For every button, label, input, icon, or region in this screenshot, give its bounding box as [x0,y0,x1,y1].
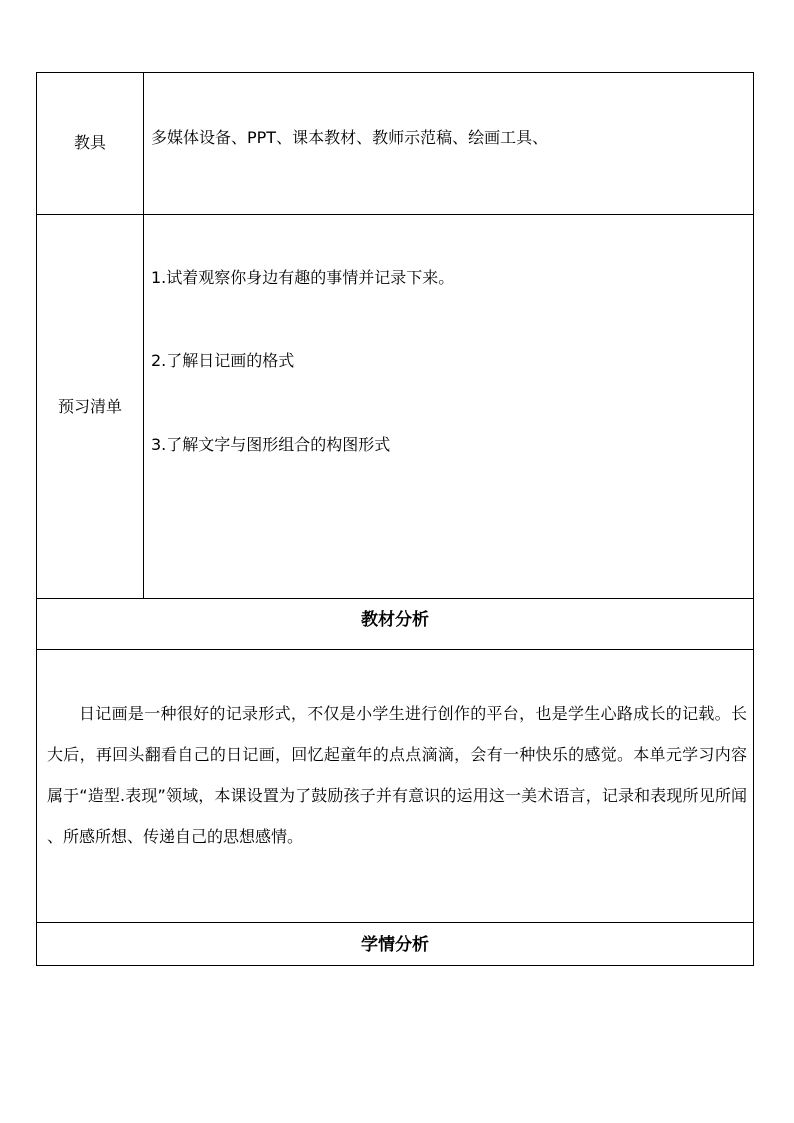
preview-list-item: 2.了解日记画的格式 [151,351,295,370]
teaching-aids-content: 多媒体设备、PPT、课本教材、教师示范稿、绘画工具、 [151,128,549,147]
preview-list-item: 1.试着观察你身边有趣的事情并记录下来。 [151,268,455,287]
lesson-plan-table [36,72,754,966]
student-analysis-heading: 学情分析 [361,935,429,955]
row-divider [37,649,753,650]
row-divider [37,598,753,599]
row-divider [37,214,753,215]
row-divider [37,922,753,923]
material-analysis-heading: 教材分析 [361,610,429,630]
column-divider [143,73,144,598]
material-analysis-body [47,693,747,857]
teaching-aids-label: 教具 [73,133,106,152]
preview-list-item: 3.了解文字与图形组合的构图形式 [151,435,391,454]
preview-list-label: 预习清单 [57,397,122,416]
material-analysis-paragraph: 日记画是一种很好的记录形式，不仅是小学生进行创作的平台，也是学生心路成长的记载。长大后，再回头翻看自己的日记画，回忆起童年的点点滴滴，会有一种快乐的感觉。本单元学习内容属于“造型.表现”领域，本课设置为了鼓励孩子并有意识的运用这一美术语言，记录和表现所见所闻 、所感所想、传递自己的思想感情。 [47,704,747,846]
